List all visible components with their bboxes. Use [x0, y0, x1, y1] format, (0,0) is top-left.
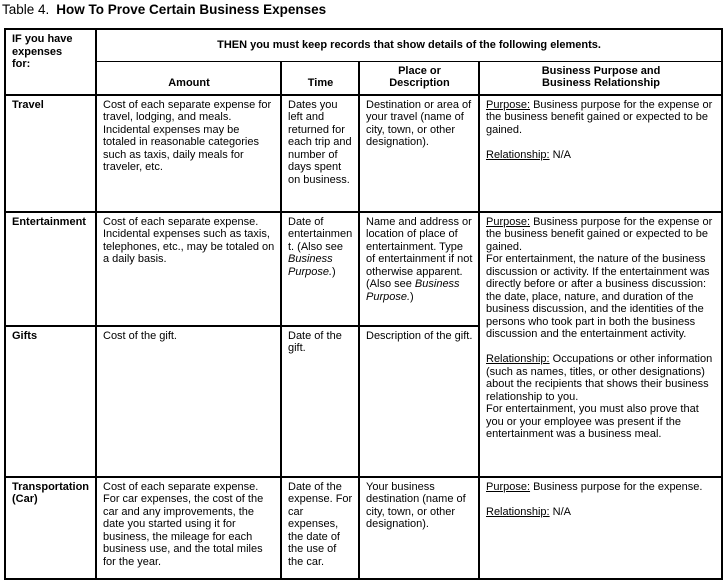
- entertainment-category: Entertainment: [5, 212, 96, 326]
- header-row-then: [5, 29, 722, 61]
- header-row-columns: [5, 61, 722, 95]
- transportation-amount-cell: Cost of each separate expense. For car expenses, the cost of the car and any improvements, the date you started using it for business, the mileage for each business use, and the total miles for the year.: [96, 477, 281, 579]
- header-place-description: Place or Description: [359, 61, 479, 95]
- header-if-expenses: IF you have expenses for:: [5, 29, 96, 95]
- travel-purpose-cell: Purpose: Business purpose for the expense or the business benefit gained or expected to be gained. Relationship: N/A: [479, 95, 722, 212]
- gifts-category: Gifts: [5, 326, 96, 477]
- entertainment-amount-cell: Cost of each separate expense. Incidental expenses such as taxis, telephones, etc., may be totaled on a daily basis.: [96, 212, 281, 326]
- page-title: [2, 2, 326, 17]
- travel-place-cell: Destination or area of your travel (name of city, town, or other designation).: [359, 95, 479, 212]
- row-travel: [5, 95, 722, 212]
- travel-amount-cell: Cost of each separate expense for travel, lodging, and meals. Incidental expenses may be totaled in reasonable categories such as taxis, daily meals for traveler, etc.: [96, 95, 281, 212]
- transportation-purpose-cell: Purpose: Business purpose for the expense. Relationship: N/A: [479, 477, 722, 579]
- table-heading: How To Prove Certain Business Expenses: [56, 2, 327, 17]
- travel-category: Travel: [5, 95, 96, 212]
- transportation-category: Transportation (Car): [5, 477, 96, 579]
- entertainment-gifts-purpose-cell: Purpose: Business purpose for the expense or the business benefit gained or expected to be gained. For entertainment, the nature of the business discussion or activity. If the entertainment was directly before or after a business discussion: the date, place, nature, and duration of the business discussion, and the identities of the persons who took part in both the business discussion and the entertainment activity. Relationship: Occupations or other information (such as names, titles, or other designations) about the recipients that shows their business relationship to you. For entertainment, you must also prove that you or your employee was present if the entertainment was a business meal.: [479, 212, 722, 477]
- row-entertainment: [5, 212, 722, 326]
- gifts-amount-cell: Cost of the gift.: [96, 326, 281, 477]
- header-amount: Amount: [96, 61, 281, 95]
- gifts-place-cell: Description of the gift.: [359, 326, 479, 477]
- gifts-time-cell: Date of the gift.: [281, 326, 359, 477]
- header-time: Time: [281, 61, 359, 95]
- expenses-proof-table: [4, 28, 723, 580]
- row-transportation: [5, 477, 722, 579]
- transportation-place-cell: Your business destination (name of city, town, or other designation).: [359, 477, 479, 579]
- travel-time-cell: Dates you left and returned for each trip and number of days spent on business.: [281, 95, 359, 212]
- table-number: Table 4.: [2, 2, 50, 17]
- header-then-records: THEN you must keep records that show details of the following elements.: [96, 29, 722, 61]
- entertainment-place-cell: Name and address or location of place of entertainment. Type of entertainment if not otherwise apparent. (Also see Business Purpose.): [359, 212, 479, 326]
- header-business-purpose-relationship: Business Purpose and Business Relationship: [479, 61, 722, 95]
- entertainment-time-cell: Date of entertainment. (Also see Business Purpose.): [281, 212, 359, 326]
- transportation-time-cell: Date of the expense. For car expenses, the date of the use of the car.: [281, 477, 359, 579]
